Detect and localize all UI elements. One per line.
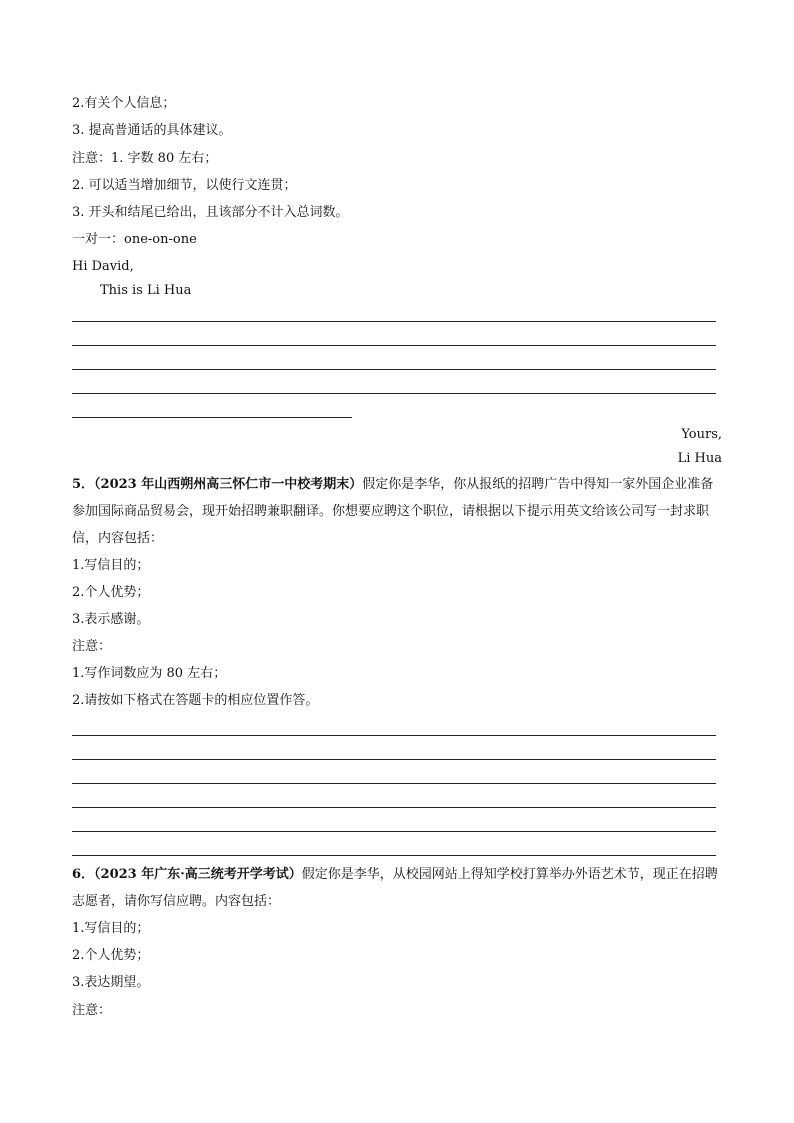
q4-note-1: 注意：1. 字数 80 左右； <box>72 151 218 166</box>
answer-line-short <box>72 417 352 418</box>
q4-point-2: 2.有关个人信息； <box>72 96 176 111</box>
q5-notes-title: 注意： <box>72 639 112 654</box>
answer-line <box>72 369 716 370</box>
answer-line <box>72 855 716 856</box>
q6-item-3: 3.表达期望。 <box>72 975 150 990</box>
question-5-number: 5． <box>72 477 95 492</box>
q6-notes-title: 注意： <box>72 1003 112 1018</box>
question-6-prompt <box>72 861 722 915</box>
answer-line <box>72 759 716 760</box>
letter-opening: This is Li Hua <box>100 283 192 298</box>
q5-note-1: 1.写作词数应为 80 左右； <box>72 666 227 681</box>
question-5-text: 假定你是李华，你从报纸的招聘广告中得知一家外国企业准备参加国际商品贸易会，现开始招聘兼职翻译。你想要应聘这个职位，请根据以下提示用英文给该公司写一封求职信，内容包括： <box>72 477 714 546</box>
q6-item-1: 1.写信目的； <box>72 921 150 936</box>
answer-line <box>72 345 716 346</box>
q5-item-3: 3.表示感谢。 <box>72 612 150 627</box>
letter-closing: Yours, <box>681 427 722 442</box>
answer-line <box>72 831 716 832</box>
letter-signature: Li Hua <box>677 451 722 466</box>
question-6-number: 6． <box>72 867 95 882</box>
answer-line <box>72 321 716 322</box>
question-5-source: （2023 年山西朔州高三怀仁市一中校考期末） <box>94 477 363 492</box>
q5-item-2: 2.个人优势； <box>72 585 150 600</box>
answer-line <box>72 783 716 784</box>
q5-item-1: 1.写信目的； <box>72 558 150 573</box>
q5-note-2: 2.请按如下格式在答题卡的相应位置作答。 <box>72 693 319 708</box>
answer-line <box>72 393 716 394</box>
q4-point-3: 3. 提高普通话的具体建议。 <box>72 123 232 138</box>
question-5-prompt <box>72 471 722 552</box>
answer-line <box>72 735 716 736</box>
q4-note-2: 2. 可以适当增加细节，以使行文连贯； <box>72 178 297 193</box>
question-6-source: （2023 年广东·高三统考开学考试） <box>94 867 302 882</box>
letter-greeting: Hi David, <box>72 259 134 274</box>
q6-item-2: 2.个人优势； <box>72 948 150 963</box>
answer-line <box>72 807 716 808</box>
q4-vocab-hint: 一对一：one-on-one <box>72 232 197 247</box>
q4-note-3: 3. 开头和结尾已给出，且该部分不计入总词数。 <box>72 205 349 220</box>
question-6-text: 假定你是李华，从校园网站上得知学校打算举办外语艺术节，现正在招聘志愿者，请你写信应聘。内容包括： <box>72 867 718 909</box>
